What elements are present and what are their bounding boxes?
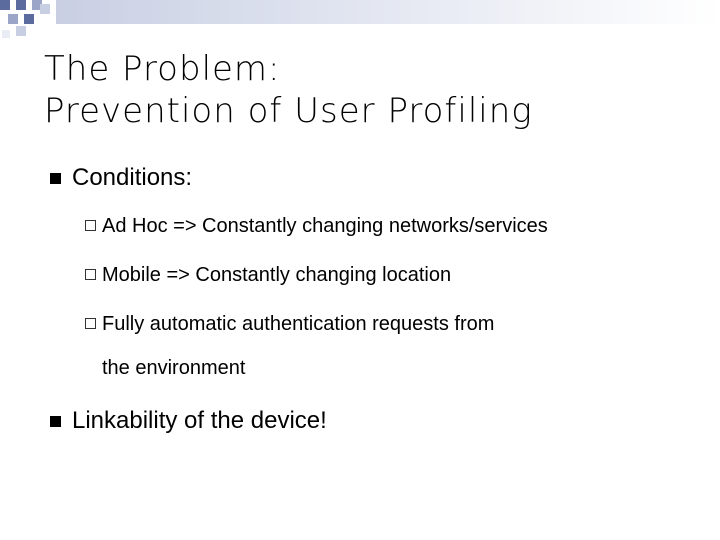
sub-item-mobile: Mobile => Constantly changing location <box>102 264 452 286</box>
bullet-linkability: Linkability of the device! <box>72 407 327 434</box>
sub-item-fully-automatic: Fully automatic authentication requests from <box>102 313 495 335</box>
sub-item-continuation: the environment <box>102 357 246 379</box>
bullet-conditions: Conditions: <box>72 164 193 191</box>
filled-square-bullet-icon <box>50 416 61 427</box>
hollow-square-bullet-icon <box>85 220 96 231</box>
filled-square-bullet-icon <box>50 173 61 184</box>
title-line-2: Prevention of User Profiling <box>44 91 533 131</box>
slide-title <box>44 48 533 132</box>
hollow-square-bullet-icon <box>85 318 96 329</box>
hollow-square-bullet-icon <box>85 269 96 280</box>
title-line-1: The Problem: <box>44 49 281 89</box>
sub-item-ad-hoc: Ad Hoc => Constantly changing networks/services <box>102 215 548 237</box>
